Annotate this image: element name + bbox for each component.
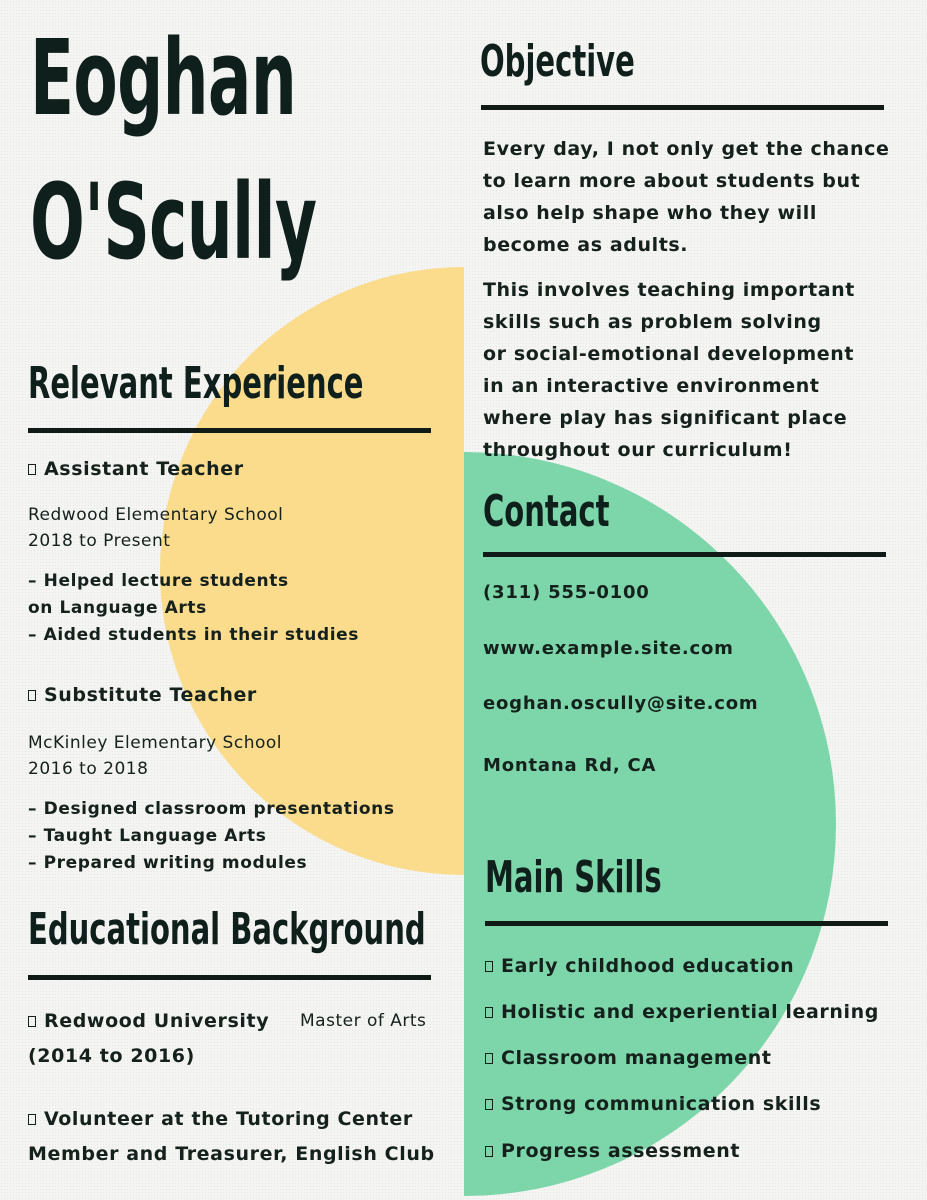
- box-icon: [28, 464, 36, 475]
- duty-line: – Helped lecture students: [28, 571, 289, 591]
- skill-item: Strong communication skills: [485, 1093, 821, 1115]
- objective-line: Every day, I not only get the chance: [483, 138, 890, 160]
- skill-item: Classroom management: [485, 1047, 772, 1069]
- objective-rule: [481, 105, 884, 110]
- skills-heading: Main Skills: [485, 852, 662, 903]
- box-icon: [28, 690, 36, 701]
- box-icon: [485, 1007, 493, 1018]
- objective-line: in an interactive environment: [483, 375, 820, 397]
- experience-heading: Relevant Experience: [28, 358, 364, 409]
- education-years: (2014 to 2016): [28, 1045, 195, 1067]
- skill-item: Early childhood education: [485, 955, 794, 977]
- education-degree: Master of Arts: [300, 1011, 427, 1031]
- education-club: Member and Treasurer, English Club: [28, 1143, 435, 1165]
- duty-line: on Language Arts: [28, 598, 207, 618]
- green-half-circle: [464, 452, 836, 1196]
- job-school: McKinley Elementary School 2016 to 2018: [28, 733, 282, 779]
- contact-email[interactable]: eoghan.oscully@site.com: [483, 693, 759, 714]
- contact-rule: [483, 552, 886, 557]
- duty-line: – Aided students in their studies: [28, 625, 360, 645]
- job-title: Substitute Teacher: [28, 684, 257, 706]
- skills-rule: [485, 921, 888, 926]
- job-duties: [28, 568, 359, 649]
- education-school: Redwood University: [28, 1010, 269, 1032]
- box-icon: [28, 1016, 36, 1027]
- duty-line: – Taught Language Arts: [28, 826, 267, 846]
- objective-paragraph-1: [483, 133, 903, 261]
- box-icon: [485, 1146, 493, 1157]
- experience-rule: [28, 428, 431, 433]
- education-rule: [28, 975, 431, 980]
- name-first: Eoghan: [30, 17, 297, 139]
- objective-line: throughout our curriculum!: [483, 439, 793, 461]
- objective-heading: Objective: [480, 36, 635, 87]
- education-heading: Educational Background: [28, 904, 426, 955]
- skill-item: Progress assessment: [485, 1140, 740, 1162]
- box-icon: [28, 1114, 36, 1125]
- objective-line: skills such as problem solving: [483, 311, 822, 333]
- job-school: Redwood Elementary School 2018 to Present: [28, 505, 284, 551]
- duty-line: – Prepared writing modules: [28, 853, 308, 873]
- objective-line: to learn more about students but: [483, 170, 861, 192]
- duty-line: – Designed classroom presentations: [28, 799, 395, 819]
- skill-item: Holistic and experiential learning: [485, 1001, 879, 1023]
- objective-line: also help shape who they will: [483, 202, 817, 224]
- box-icon: [485, 961, 493, 972]
- job-title: Assistant Teacher: [28, 458, 244, 480]
- contact-website[interactable]: www.example.site.com: [483, 638, 734, 659]
- job-duties: [28, 796, 395, 877]
- objective-line: This involves teaching important: [483, 279, 855, 301]
- contact-heading: Contact: [483, 486, 610, 537]
- contact-address: Montana Rd, CA: [483, 755, 657, 776]
- box-icon: [485, 1053, 493, 1064]
- name-last: O'Scully: [30, 161, 317, 283]
- contact-phone[interactable]: (311) 555-0100: [483, 582, 650, 603]
- objective-paragraph-2: [483, 274, 903, 466]
- objective-line: or social-emotional development: [483, 343, 855, 365]
- objective-line: become as adults.: [483, 234, 689, 256]
- box-icon: [485, 1099, 493, 1110]
- education-volunteer: Volunteer at the Tutoring Center: [28, 1108, 413, 1130]
- objective-line: where play has significant place: [483, 407, 848, 429]
